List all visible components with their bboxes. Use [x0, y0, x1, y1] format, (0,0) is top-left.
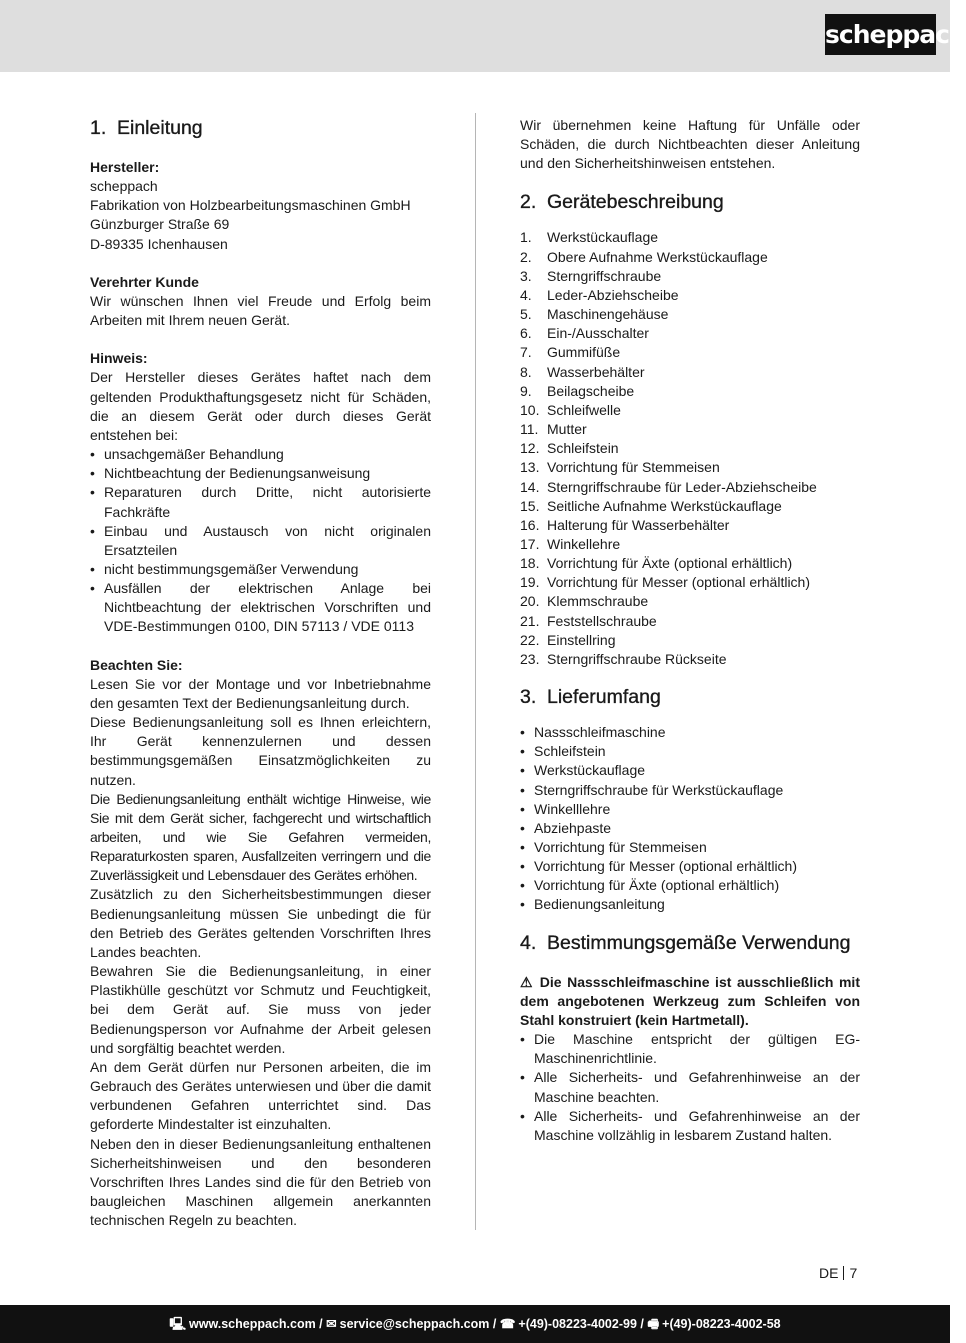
list-item: • Werkstückauflage: [520, 761, 860, 780]
computer-icon: 🖳: [169, 1317, 187, 1331]
list-item: • Alle Sicherheits- und Gefahrenhinweise an der Maschine beachten.: [520, 1068, 860, 1106]
list-item: 15. Seitliche Aufnahme Werkstückauflage: [520, 497, 782, 514]
list-item: 16. Halterung für Wasserbehälter: [520, 516, 730, 533]
list-item: 13. Vorrichtung für Stemmeisen: [520, 459, 720, 476]
footer-email: service@scheppach.com /: [339, 1317, 497, 1331]
liability-list: [90, 445, 431, 637]
right-column: [520, 116, 860, 1145]
section-heading-geraetebeschreibung: 2. Gerätebeschreibung: [520, 191, 724, 214]
section-heading-einleitung: 1. Einleitung: [90, 117, 203, 139]
list-item: • Vorrichtung für Messer (optional erhältlich): [520, 857, 860, 876]
list-item: 1. Werkstückauflage: [520, 229, 659, 246]
beachten-label: Beachten Sie:: [90, 656, 183, 673]
list-item: • Sterngriffschraube für Werkstückauflage: [520, 781, 860, 800]
footer-web: www.scheppach.com /: [189, 1317, 323, 1331]
delivery-list: [520, 723, 860, 915]
list-item: 3. Sterngriffschraube: [520, 267, 662, 284]
list-item: 6. Ein-/Ausschalter: [520, 325, 649, 342]
warning-icon: ⚠: [520, 973, 540, 990]
list-item: • Vorrichtung für Stemmeisen: [520, 838, 860, 857]
beachten-paragraph: An dem Gerät dürfen nur Personen arbeiten, die im Gebrauch des Gerätes unterwiesen und über die damit verbundenen Gefahren unterrichtet sind. Das geforderte Mindestalter ist einzuhalten.: [90, 1058, 431, 1133]
column-divider: [475, 113, 476, 1230]
list-item: • Bedienungsanleitung: [520, 895, 860, 914]
list-item: • Die Maschine entspricht der gültigen EG-Maschinenrichtlinie.: [520, 1030, 860, 1068]
list-item: 21. Feststellschraube: [520, 612, 657, 629]
list-item: • Ausfällen der elektrischen Anlage bei Nichtbeachtung der elektrischen Vorschriften und VDE-Bestimmungen 0100, DIN 57113 / VDE 0113: [90, 579, 431, 636]
customer-label: Verehrter Kunde: [90, 273, 199, 290]
manufacturer-line: Günzburger Straße 69: [90, 216, 230, 233]
list-item: • nicht bestimmungsgemäßer Verwendung: [90, 560, 431, 579]
footer-bar: [0, 1305, 950, 1343]
left-column: [90, 116, 431, 1230]
list-item: 22. Einstellring: [520, 631, 616, 648]
list-item: • Alle Sicherheits- und Gefahrenhinweise an der Maschine vollzählig in lesbarem Zustand halten.: [520, 1107, 860, 1145]
fax-icon: 🖷: [647, 1317, 660, 1331]
footer-fax: +(49)-08223-4002-58: [662, 1317, 781, 1331]
list-item: 23. Sterngriffschraube Rückseite: [520, 650, 727, 667]
beachten-paragraph: Lesen Sie vor der Montage und vor Inbetriebnahme den gesamten Text der Bedienungsanleitung durch.: [90, 675, 431, 711]
manufacturer-line: D-89335 Ichenhausen: [90, 235, 228, 252]
list-item: • Vorrichtung für Äxte (optional erhältlich): [520, 876, 860, 895]
list-item: • Nichtbeachtung der Bedienungsanweisung: [90, 464, 431, 483]
list-item: 4. Leder-Abziehscheibe: [520, 286, 679, 303]
footer-phone: +(49)-08223-4002-99 /: [518, 1317, 644, 1331]
phone-icon: ☎: [499, 1317, 516, 1331]
list-item: 17. Winkellehre: [520, 535, 621, 552]
list-item: 8. Wasserbehälter: [520, 363, 645, 380]
liability-disclaimer: Wir übernehmen keine Haftung für Unfälle oder Schäden, die durch Nichtbeachten dieser Anleitung und den Sicherheitshinweisen entstehen.: [520, 117, 860, 172]
list-item: 10. Schleifwelle: [520, 401, 621, 418]
list-item: 11. Mutter: [520, 421, 587, 438]
list-item: 5. Maschinengehäuse: [520, 306, 669, 323]
hinweis-text: Der Hersteller dieses Gerätes haftet nach dem geltenden Produkthaftungsgesetz nicht für Schäden, die an diesem Gerät oder durch dieses Gerät entstehen bei:: [90, 369, 431, 443]
beachten-paragraph: Zusätzlich zu den Sicherheitsbestimmungen dieser Bedienungsanleitung müssen Sie unbedingt die für den Betrieb des Gerätes geltenden Vorschriften Ihres Landes beachten.: [90, 886, 431, 960]
list-item: • Winkelllehre: [520, 800, 860, 819]
list-item: • Schleifstein: [520, 742, 860, 761]
list-item: • unsachgemäßer Behandlung: [90, 445, 431, 464]
list-item: 14. Sterngriffschraube für Leder-Abziehscheibe: [520, 478, 817, 495]
hinweis-label: Hinweis:: [90, 350, 148, 367]
manufacturer-line: Fabrikation von Holzbearbeitungsmaschinen GmbH: [90, 197, 411, 214]
list-item: • Abziehpaste: [520, 819, 860, 838]
header-bar: [0, 0, 966, 72]
parts-list: [520, 228, 860, 669]
list-item: 9. Beilagscheibe: [520, 382, 635, 399]
list-item: • Nassschleifmaschine: [520, 723, 860, 742]
list-item: • Einbau und Austausch von nicht originalen Ersatzteilen: [90, 522, 431, 560]
list-item: 19. Vorrichtung für Messer (optional erhältlich): [520, 574, 811, 591]
list-item: 12. Schleifstein: [520, 440, 619, 457]
customer-text: Wir wünschen Ihnen viel Freude und Erfolg beim Arbeiten mit Ihrem neuen Gerät.: [90, 292, 431, 329]
list-item: 18. Vorrichtung für Äxte (optional erhältlich): [520, 555, 793, 572]
beachten-paragraph: Bewahren Sie die Bedienungsanleitung, in einer Plastikhülle geschützt vor Schmutz und Feuchtigkeit, bei dem Gerät auf. Sie muss von jeder Bedienungsperson vor Aufnahme der Arbeit gelesen und sorgfältig beachtet werden.: [90, 963, 431, 1056]
manufacturer-line: scheppach: [90, 178, 158, 195]
page-number: DE 7: [819, 1265, 858, 1281]
beachten-paragraph: Diese Bedienungsanleitung soll es Ihnen erleichtern, Ihr Gerät kennenzulernen und dessen bestimmungsgemäßen Einsatzmöglichkeiten zu nutzen.: [90, 714, 431, 788]
section-heading-verwendung: 4. Bestimmungsgemäße Verwendung: [520, 931, 851, 954]
beachten-paragraph: Die Bedienungsanleitung enthält wichtige Hinweise, wie Sie mit dem Gerät sicher, fachgerecht und wirtschaftlich arbeiten, und wie Sie Gefahren vermeiden, Reparaturkosten sparen, Ausfallzeiten verringern und die Zuverlässigkeit und Lebensdauer des Gerätes erhöhen.: [90, 790, 431, 884]
list-item: 7. Gummifüße: [520, 344, 621, 361]
list-item: 2. Obere Aufnahme Werkstückauflage: [520, 248, 768, 265]
list-item: • Reparaturen durch Dritte, nicht autorisierte Fachkräfte: [90, 483, 431, 521]
usage-warning: ⚠ Die Nassschleifmaschine ist ausschließlich mit dem angebotenen Werkzeug zum Schleifen von Stahl konstruiert (kein Hartmetall).: [520, 973, 860, 1028]
usage-list: [520, 1030, 860, 1145]
email-icon: ✉: [326, 1317, 337, 1331]
section-heading-lieferumfang: 3. Lieferumfang: [520, 686, 661, 709]
manufacturer-label: Hersteller:: [90, 159, 160, 175]
beachten-paragraph: Neben den in dieser Bedienungsanleitung enthaltenen Sicherheitshinweisen und den besonderen Vorschriften Ihres Landes sind die für den Betrieb von baugleichen Maschinen allgemein anerkannten technischen Regeln zu beachten.: [90, 1135, 431, 1229]
scheppach-logo: scheppach: [825, 14, 936, 55]
list-item: 20. Klemmschraube: [520, 593, 649, 610]
